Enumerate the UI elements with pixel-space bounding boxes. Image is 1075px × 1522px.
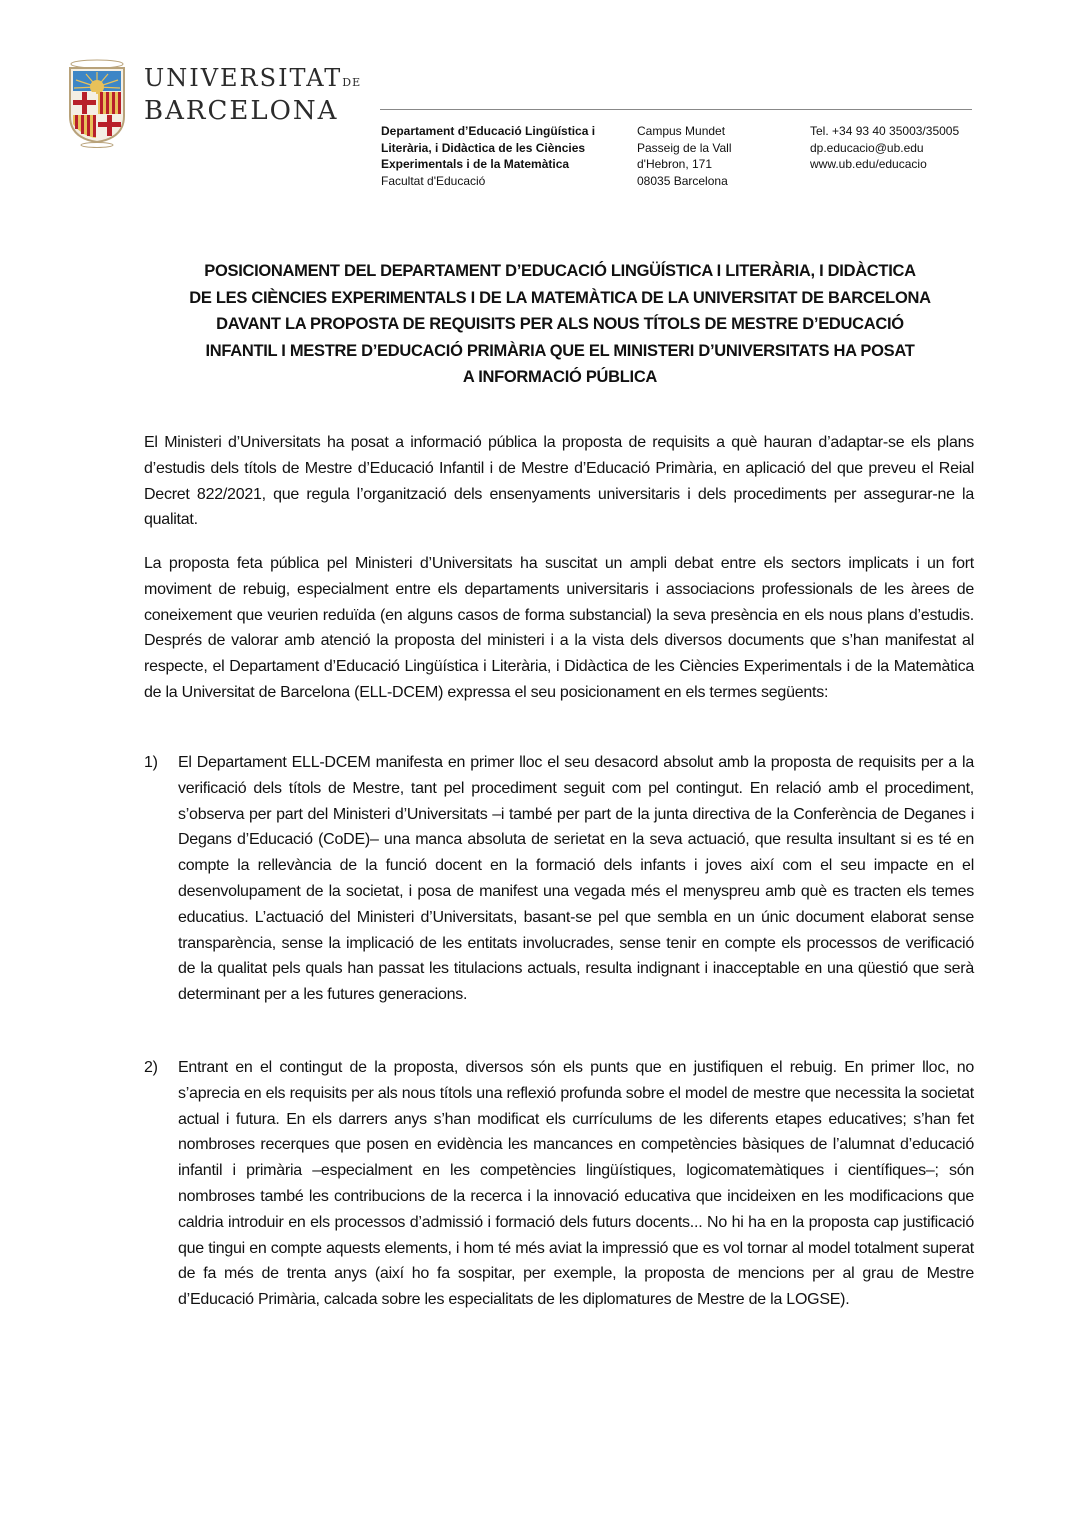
title-line: POSICIONAMENT DEL DEPARTAMENT D’EDUCACIÓ LINGÜÍSTICA I LITERÀRIA, I DIDÀCTICA (204, 262, 916, 280)
university-logo (66, 58, 362, 148)
faculty-name: Facultat d'Educació (381, 173, 486, 188)
department-name-line1: Departament d’Educació Lingüística i (381, 124, 596, 138)
list-item-number: 1) (144, 754, 158, 771)
department-name-line2: Literària, i Didàctica de les Ciències (381, 140, 586, 155)
university-name (144, 64, 361, 125)
university-seal-icon (66, 58, 128, 148)
title-line: INFANTIL I MESTRE D’EDUCACIÓ PRIMÀRIA QUE EL MINISTERI D’UNIVERSITATS HA POSAT (205, 341, 915, 360)
address-line2: Passeig de la Vall (637, 140, 732, 155)
header-divider (380, 109, 972, 110)
phone-number: Tel. +34 93 40 35003/35005 (810, 124, 960, 138)
address-line3: d'Hebron, 171 (637, 157, 713, 171)
address-line1: Campus Mundet (637, 124, 726, 138)
contact-info (810, 123, 959, 173)
title-line: DAVANT LA PROPOSTA DE REQUISITS PER ALS NOUS TÍTOLS DE MESTRE D’EDUCACIÓ (216, 315, 904, 333)
department-name-line3: Experimentals i de la Matemàtica (381, 157, 570, 171)
intro-paragraph: El Ministeri d’Universitats ha posat a informació pública la proposta de requisits a què hauran d’adaptar-se els plans d’estudis dels títols de Mestre d’Educació Infantil i de Mestre d’Educació Primària, en aplicació del que preveu el Reial Decret 822/2021, que regula l’organització dels ensenyaments universitaris i dels procediments per assegurar-ne la qualitat. (144, 434, 974, 529)
department-info (381, 123, 595, 189)
document-title (140, 258, 980, 391)
list-item-number: 2) (144, 1059, 158, 1076)
list-item (144, 750, 974, 1008)
title-line: A INFORMACIÓ PÚBLICA (462, 368, 658, 386)
address-line4: 08035 Barcelona (637, 173, 728, 188)
list-item-text: El Departament ELL-DCEM manifesta en primer lloc el seu desacord absolut amb la proposta de requisits per a la verificació dels títols de Mestre, tant pel procediment seguit com pel contingut. En relació amb el procediment, s’observa per part del Ministeri d’Universitats –i també per part de la junta directiva de la Conferència de Deganes i Degans d’Educació (CoDE)– una manca absoluta de serietat en la seva actuació, que resulta insultant si es té en compte la rellevància de la funció docent en la formació dels infants i joves així com el seu impacte en el desenvolupament de la societat, i posa de manifest una vegada més el menyspreu amb què es tracten els temes educatius. L’actuació del Ministeri d’Universitats, basant-se pel que sembla en un únic document elaborat sense transparència, sense la implicació de les entitats involucrades, sense tenir en compte els processos de verificació de la qualitat pels quals han passat les titulacions actuals, resulta indignant i inacceptable en una qüestió que serà determinant per a les futures generacions. (178, 754, 974, 1004)
title-line: DE LES CIÈNCIES EXPERIMENTALS I DE LA MATEMÀTICA DE LA UNIVERSITAT DE BARCELONA (189, 288, 931, 307)
university-name-de: DE (342, 76, 362, 89)
university-name-line1: UNIVERSITAT (144, 64, 343, 92)
university-name-line2: BARCELONA (144, 96, 339, 126)
context-paragraph: La proposta feta pública pel Ministeri d’Universitats ha suscitat un ampli debat entre els sectors implicats i un fort moviment de rebuig, especialment entre els departaments universitaris i associacions professionals de les àrees de coneixement que veurien reduïda (en alguns casos de forma substancial) la seva presència en els nous plans d’estudis. Després de valorar amb atenció la proposta del ministeri i a la vista dels diversos documents que s’han manifestat al respecte, el Departament d’Educació Lingüística i Literària, i Didàctica de les Ciències Experimentals i de la Matemàtica de la Universitat de Barcelona (ELL-DCEM) expressa el seu posicionament en els termes següents: (144, 555, 974, 701)
email-link[interactable]: dp.educacio@ub.edu (810, 140, 924, 155)
list-item (144, 1055, 974, 1313)
address-info (637, 123, 732, 189)
website-link[interactable]: www.ub.edu/educacio (810, 157, 927, 171)
list-item-text: Entrant en el contingut de la proposta, diversos són els punts que en justifiquen el rebuig. En primer lloc, no s’aprecia en els requisits per als nous títols una reflexió profunda sobre el model de mestre que necessita la societat actual i futura. En els darrers anys s’han modificat els currículums de les diferents etapes educatives; s’han fet nombroses recerques que posen en evidència les mancances en competències bàsiques de l’alumnat d’educació infantil i primària –especialment en les competències lingüístiques, logicomatemàtiques i científiques–; són nombroses també les contribucions de la recerca i la innovació educativa que incideixen en les modificacions que caldria introduir en els processos d’admissió i formació dels futurs docents... No hi ha en la proposta cap justificació que tingui en compte aquests elements, i hom té més aviat la impressió que es vol tornar al model totalment superat de fa més de trenta anys (així ho fa sospitar, per exemple, la proposta de mencions per al grau de Mestre d’Educació Primària, calcada sobre les especialitats de les diplomatures de Mestre de la LOGSE). (178, 1059, 974, 1309)
